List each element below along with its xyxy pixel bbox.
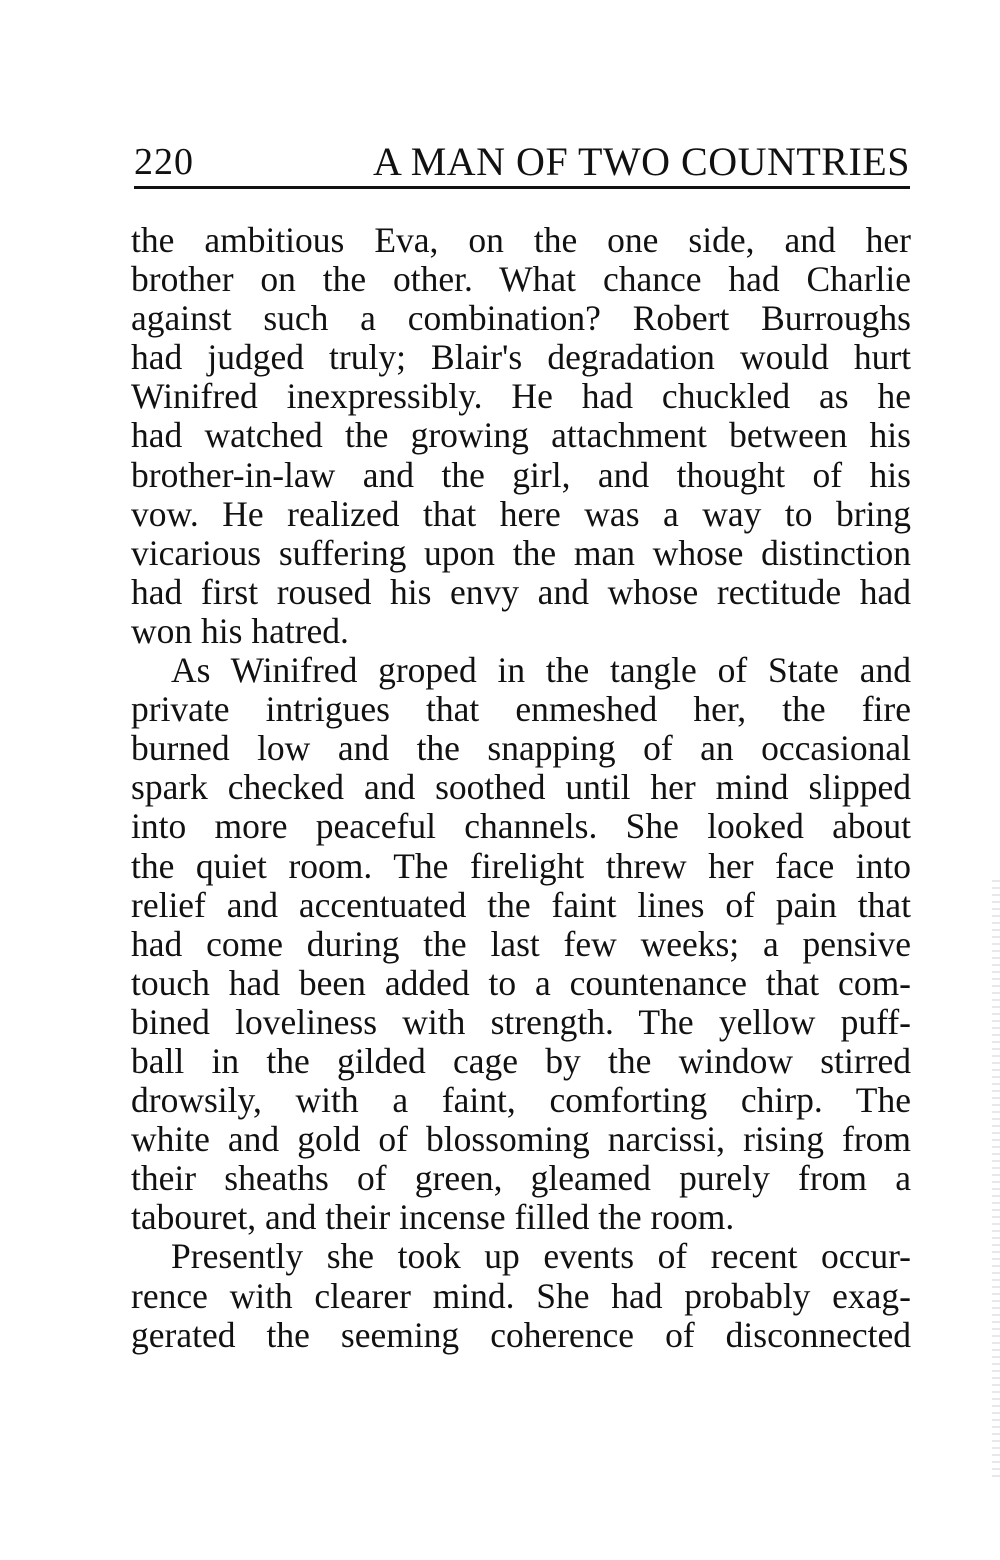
text-line: the ambitious Eva, on the one side, and her (131, 221, 911, 260)
text-line: against such a combination? Robert Burroughs (131, 299, 911, 339)
running-title: A MAN OF TWO COUNTRIES (373, 139, 910, 184)
text-line: As Winifred groped in the tangle of State and (171, 651, 911, 691)
text-line: spark checked and soothed until her mind slipped (131, 768, 911, 808)
header-rule (134, 186, 910, 189)
text-line: relief and accentuated the faint lines of pain that (131, 885, 911, 925)
text-line: brother-in-law and the girl, and thought of his (131, 455, 911, 495)
text-line: vicarious suffering upon the man whose distinction (131, 533, 911, 573)
text-line: drowsily, with a faint, comforting chirp. The (131, 1081, 911, 1121)
page-number: 220 (134, 141, 194, 183)
text-line: touch had been added to a countenance that com- (131, 963, 911, 1003)
text-line: had first roused his envy and whose rectitude had (131, 572, 911, 612)
text-line: brother on the other. What chance had Charlie (131, 260, 911, 300)
text-line: had watched the growing attachment between his (131, 416, 911, 456)
paragraph (131, 221, 911, 651)
text-line: won his hatred. (131, 611, 349, 651)
text-line: had come during the last few weeks; a pensive (131, 924, 911, 964)
body-text (131, 221, 911, 1355)
page-header (134, 140, 910, 184)
text-line: Winifred inexpressibly. He had chuckled as he (131, 377, 911, 417)
text-line: vow. He realized that here was a way to bring (131, 494, 911, 534)
text-line: into more peaceful channels. She looked about (131, 807, 911, 847)
text-line: had judged truly; Blair's degradation would hurt (131, 338, 911, 378)
text-line: bined loveliness with strength. The yellow puff- (131, 1002, 911, 1042)
paragraph (131, 651, 911, 1237)
paragraph (131, 1237, 911, 1354)
text-line: white and gold of blossoming narcissi, rising from (131, 1120, 911, 1160)
scan-edge-noise (992, 880, 1000, 1480)
text-line: Presently she took up events of recent occur- (171, 1237, 911, 1277)
text-line: tabouret, and their incense filled the room. (131, 1198, 735, 1238)
text-line: the quiet room. The firelight threw her face into (131, 846, 911, 886)
text-line: their sheaths of green, gleamed purely from a (131, 1159, 911, 1199)
text-line: burned low and the snapping of an occasional (131, 729, 911, 769)
text-line: gerated the seeming coherence of disconnected (131, 1315, 911, 1355)
text-line: rence with clearer mind. She had probably exag- (131, 1276, 911, 1316)
text-line: ball in the gilded cage by the window stirred (131, 1041, 911, 1081)
text-line: private intrigues that enmeshed her, the fire (131, 690, 911, 730)
